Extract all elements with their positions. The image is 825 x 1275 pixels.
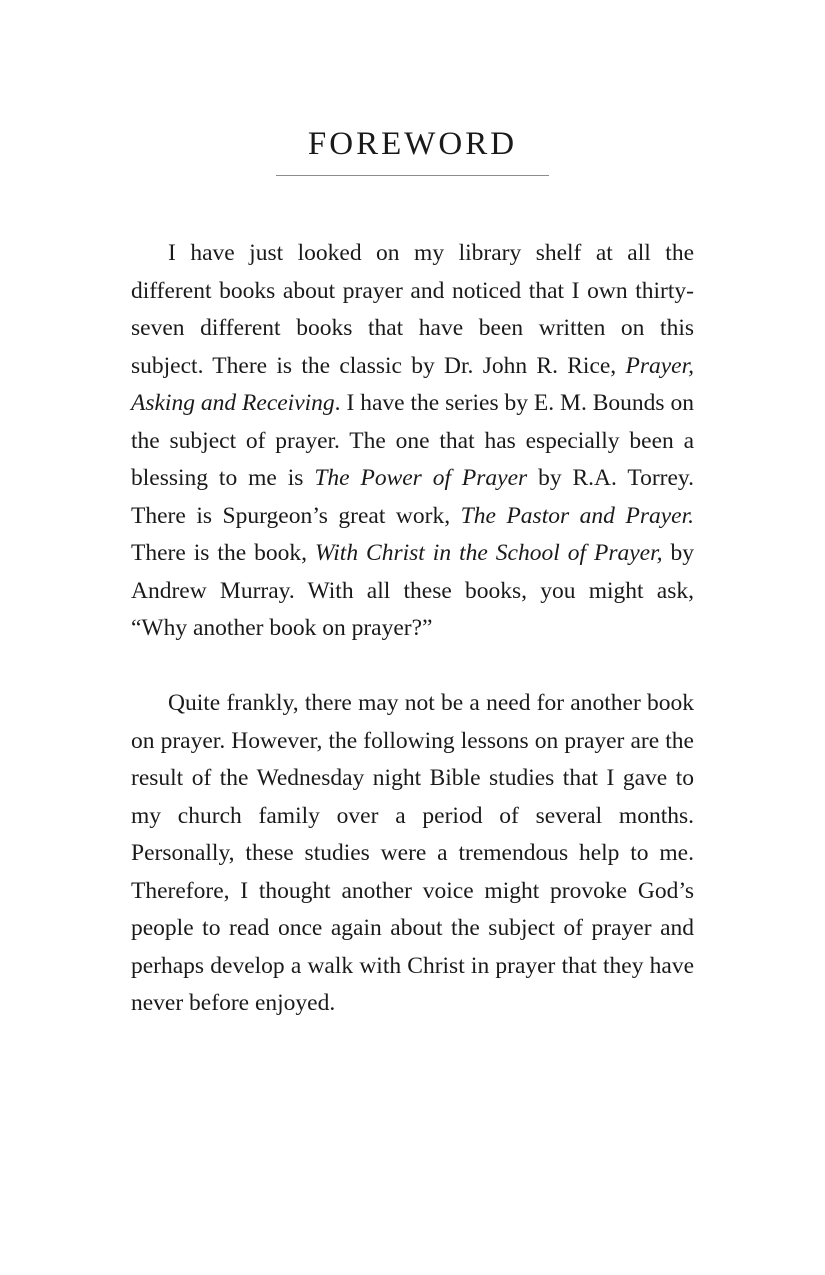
book-title-power-of-prayer: The Power of Prayer [314,465,528,491]
paragraph-1-text-3: by R.A. Torrey. There is Spurgeon’s great work, [131,465,694,529]
paragraph-2-text: Quite frankly, there may not be a need for another book on prayer. However, the following lessons on prayer are the result of the Wednesday night Bible studies that I gave to my church family over a period of several months. Personally, these studies were a tremendous help to me. Therefore, I thought another voice might provoke God’s people to read once again about the subject of prayer and perhaps develop a walk with Christ in prayer that they have never before enjoyed. [131,690,694,1016]
paragraph-1-text-5: by Andrew Murray. With all these books, you might ask, “Why another book on prayer?” [131,540,694,641]
book-title-with-christ: With Christ in the School of Prayer, [314,540,663,566]
heading-rule [276,175,549,176]
paragraph-1-text-1: I have just looked on my library shelf at all the different books about prayer and noticed that I own thirty-seven different books that have been written on this subject. There is the classic by Dr. John R. Rice, [131,240,694,379]
foreword-paragraph-2 [131,685,694,1023]
paragraph-1-text-4: There is the book, [131,540,315,566]
book-title-pastor-and-prayer: The Pastor and Prayer. [460,502,694,529]
book-title-prayer-asking-receiving: Prayer, Asking and Receiving [131,352,694,416]
chapter-heading: FOREWORD [307,126,518,162]
paragraph-1-text-2: . I have the series by E. M. Bounds on the subject of prayer. The one that has especially been a blessing to me is [131,390,694,491]
foreword-paragraph-1 [131,235,694,648]
